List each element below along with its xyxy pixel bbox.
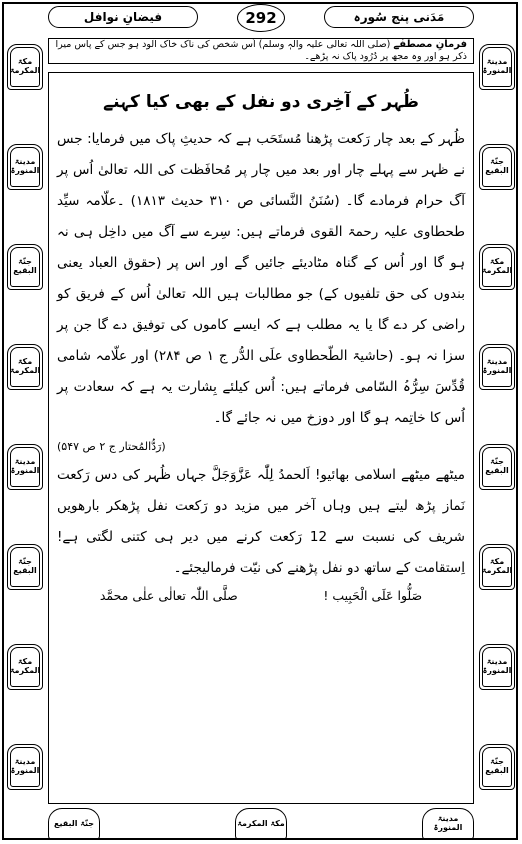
madina-badge: مدینۃ المنورۃ — [479, 644, 515, 690]
makkah-badge: مکۃ المکرمۃ — [7, 344, 43, 390]
baqi-badge: جنّۃ البقیع — [7, 244, 43, 290]
baqi-badge: جنّۃ البقیع — [48, 808, 100, 840]
makkah-badge: مکۃ المکرمۃ — [479, 544, 515, 590]
makkah-badge: مکۃ المکرمۃ — [7, 44, 43, 90]
book-title: مَدَنی پنج سُورہ — [324, 6, 474, 28]
madina-badge: مدینۃ المنورۃ — [479, 344, 515, 390]
baqi-badge: جنّۃ البقیع — [479, 744, 515, 790]
body-paragraph: ظُہر کے بعد چار رَکعت پڑھنا مُستَحَب ہے کہ حدیثِ پاک میں فرمایا: جس نے ظہر سے پہلے چار اور بعد میں چار پر مُحافَظت کی اللہ تعالیٰ اُس پر آگ حرام فرمادے گا۔ (سُنَنُ النَّسائی ص ۳۱۰ حدیث ۱۸۱۳) ۔علّامہ سیِّد طحطاوی علیہ رحمۃ القوی فرماتے ہیں: سِرے سے آگ میں داخِل ہی نہ ہو گا اور اُس کے گناہ مٹادیئے جائیں گے اور اس پر (حقوق العباد یعنی بندوں کی حق تلفیوں کے) جو مطالبات ہیں اللہ تعالیٰ اُس کے فریق کو راضی کر دے گا یا یہ مطلب ہے کہ ایسے کاموں کی توفیق دے گا جن پر سزا نہ ہو۔ (حاشیۃ الطّحطاوی علَی الدُّر ج ۱ ص ۲۸۴) اور علّامہ شامی قُدِّسَ سِرُّہُ السّامی فرماتے ہیں: اُس کیلئے بِشارت یہ ہے کہ سعادت پر اُس کا خاتِمہ ہو گا اور دوزخ میں نہ جائے گا۔ — [57, 131, 466, 426]
madina-badge: مدینۃ المنورۃ — [7, 744, 43, 790]
left-border-strip — [4, 34, 46, 810]
page-footer — [48, 808, 474, 840]
hadith-text: (صلی اللہ تعالی علیہ والہٖ وسلم) اُس شخص کی ناک خاک آلود ہو جس کے پاس میرا ذکر ہو اور وہ مجھ پر دُرُود پاک نہ پڑھے۔ — [55, 39, 467, 62]
salawat-response: صلَّی اللّٰہ تعالٰی علٰی محمَّد — [99, 588, 238, 603]
hadith-banner — [48, 38, 474, 64]
body-paragraph: میٹھے میٹھے اسلامی بھائیو! اَلحمدُ لِلّٰہ عَزَّوَجَلَّ جہاں ظُہر کی دس رَکعت نَماز پڑھ لیتے ہیں وہاں آخر میں مزید دو رَکعت نفل پڑھکر بارھویں شریف کی نسبت سے 12 رَکعت کرنے میں دیر ہی کتنی لگتی ہے! اِستقامت کے ساتھ دو نفل پڑھنے کی نیّت فرمالیجئے۔ — [57, 467, 465, 576]
baqi-badge: جنّۃ البقیع — [479, 444, 515, 490]
citation: (رَدُّالمُحتار ج ۲ ص ۵۴۷) — [57, 440, 166, 453]
main-content — [48, 72, 474, 804]
makkah-badge: مکۃ المکرمۃ — [479, 244, 515, 290]
baqi-badge: جنّۃ البقیع — [7, 544, 43, 590]
salawat-call: صَلُّوا عَلَی الْحَبِیب ! — [323, 588, 423, 603]
makkah-badge: مکۃ المکرمۃ — [235, 808, 287, 840]
page-number: 292 — [237, 4, 285, 32]
salawat-line — [57, 588, 465, 603]
page-header — [48, 4, 474, 30]
hadith-label: فرمانِ مصطفٰے — [393, 39, 467, 50]
right-border-strip — [476, 34, 518, 810]
madina-badge: مدینۃ المنورۃ — [479, 44, 515, 90]
madina-badge: مدینۃ المنورۃ — [7, 444, 43, 490]
makkah-badge: مکۃ المکرمۃ — [7, 644, 43, 690]
madina-badge: مدینۃ المنورۃ — [422, 808, 474, 840]
baqi-badge: جنّۃ البقیع — [479, 144, 515, 190]
book-section-title: فیضانِ نوافل — [48, 6, 198, 28]
madina-badge: مدینۃ المنورۃ — [7, 144, 43, 190]
section-heading: ظُہر کے آخِری دو نفل کے بھی کیا کہنے — [103, 92, 419, 112]
